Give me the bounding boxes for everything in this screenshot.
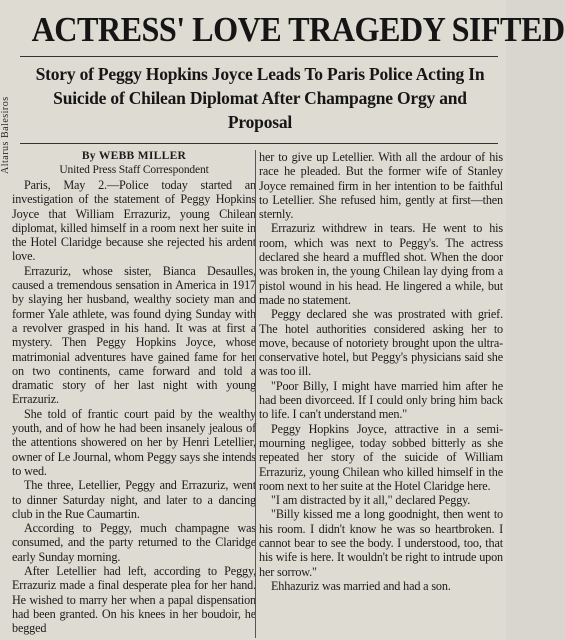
paragraph: She told of frantic court paid by the wealthy youth, and of how he had been insanely jealous of the attentions showered on her by Henri Letellier, owner of Le Journal, whom Peggy says she intends to wed. [12,406,256,478]
paragraph: "I am distracted by it all," declared Peggy. [271,493,471,508]
paragraph: Paris, May 2.—Police today started an investigation of the statement of Peggy Hopkins Joyce that William Errazuriz, young Chilean diplomat, killed himself in a room next her suite in the Hotel Claridge because she rejected his ardent love. [12,178,256,264]
paragraph: Errazuriz withdrew in tears. He went to his room, which was next to Peggy's. The actress declared she heard a muffled shot. When the door was broken in, the young Chilean lay dying from a pistol wound in his head. He lingered a while, but made no statement. [259,221,503,307]
deck-rule [20,143,498,144]
paragraph: According to Peggy, much champagne was consumed, and the party returned to the Claridge early Sunday morning. [12,521,256,564]
headline: ACTRESS' LOVE TRAGEDY SIFTED [31,10,565,49]
article-column-left [12,150,256,636]
paragraph: Ehhazuriz was married and had a son. [271,578,451,593]
paragraph: The three, Letellier, Peggy and Errazuriz, went to dinner Saturday night, and later to a dancing club in the Rue Caumartin. [12,478,256,521]
paragraph: After Letellier had left, according to Peggy, Errazuriz made a final desperate plea for her hand. He wished to marry her when a papal dispensation had been granted. On his knees in her boudoir, he begged [12,564,256,636]
paragraph: Peggy Hopkins Joyce, attractive in a semi-mourning negligee, today sobbed bitterly as she repeated her story of the suicide of William Errazuriz, young Chilean who killed himself in the room next to her suite at the Hotel Claridge here. [259,421,503,493]
paragraph: her to give up Letellier. With all the ardour of his race he pleaded. But the former wife of Stanley Joyce remained firm in her intention to be faithful to Letellier. She refused him, gently at first—then sternly. [259,150,503,222]
headline-rule [20,56,498,57]
article-column-right [259,150,503,593]
byline: By WEBB MILLER [81,150,187,162]
column-divider [255,150,256,638]
side-credit: Altarus Balesiros [0,96,11,174]
paragraph: Peggy declared she was prostrated with grief. The hotel authorities considered asking her to move, because of notoriety brought upon the ultra-conservative hotel, but Peggy's physicians said she was too ill. [259,307,503,379]
deck-subheadline: Story of Peggy Hopkins Joyce Leads To Paris Police Acting In Suicide of Chilean Diplomat After Champagne Orgy and Proposal [35,64,485,132]
paragraph: Errazuriz, whose sister, Bianca Desaulles, caused a tremendous sensation in America in 1917 by slaying her husband, wealthy society man and former Yale athlete, was found dying Sunday with a revolver grasped in his hand. It was at first a mystery. Then Peggy Hopkins Joyce, whose matrimonial adventures have gained fame for her on two continents, came forward and told a dramatic story of her last night with young Errazuriz. [12,263,256,407]
paragraph: "Billy kissed me a long goodnight, then went to his room. I didn't know he was so heartbroken. I cannot bear to see the body. I understood, too, that his wife is here. It wouldn't be right to intrude upon her sorrow." [259,507,503,579]
paragraph: "Poor Billy, I might have married him after he had been divorceed. If I could only bring him back to life. I can't understand men." [259,378,503,422]
byline-affiliation: United Press Staff Correspondent [59,164,209,176]
